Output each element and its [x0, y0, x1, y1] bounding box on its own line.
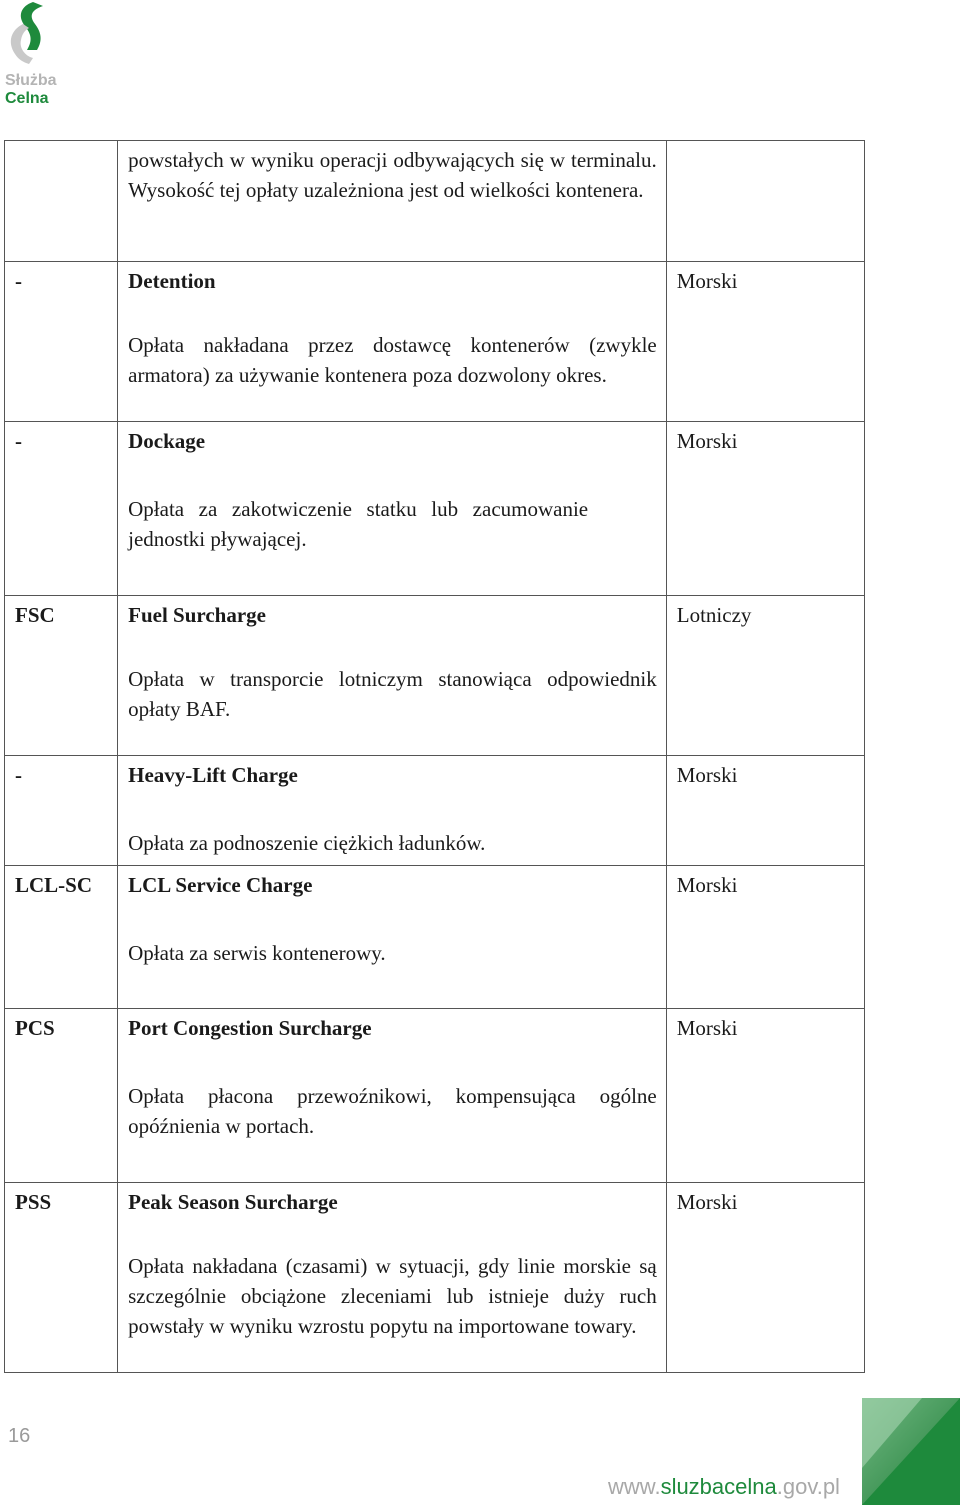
desc-cell — [118, 141, 667, 262]
footer-url[interactable] — [608, 1474, 840, 1500]
logo-text — [5, 72, 57, 108]
charge-description: powstałych w wyniku operacji odbywających się w terminalu. Wysokość tej opłaty uzależniona jest od wielkości kontenera. — [128, 148, 657, 202]
charge-abbr: LCL-SC — [15, 873, 93, 897]
logo-line-2: Celna — [5, 90, 49, 107]
table-row — [5, 756, 865, 866]
abbr-cell — [5, 1183, 118, 1373]
charge-name: Port Congestion Surcharge — [128, 1016, 372, 1040]
charge-name: Dockage — [128, 429, 206, 453]
abbr-cell — [5, 596, 118, 756]
logo-line-1: Służba — [5, 72, 57, 89]
transport-mode: Morski — [676, 269, 738, 293]
table-row — [5, 262, 865, 422]
desc-cell — [118, 1009, 667, 1183]
charge-description: Opłata w transporcie lotniczym stanowiąca odpowiednik opłaty BAF. — [128, 667, 657, 721]
transport-mode: Morski — [676, 763, 738, 787]
transport-mode: Morski — [676, 429, 738, 453]
charge-abbr: PSS — [15, 1190, 52, 1214]
table-row — [5, 596, 865, 756]
charge-description: Opłata za podnoszenie ciężkich ładunków. — [128, 831, 486, 855]
desc-cell — [118, 756, 667, 866]
charge-abbr: PCS — [15, 1016, 55, 1040]
charge-description: Opłata za serwis kontenerowy. — [128, 941, 386, 965]
abbr-cell — [5, 1009, 118, 1183]
transport-mode: Morski — [676, 873, 738, 897]
charge-abbr: FSC — [15, 603, 55, 627]
abbr-cell — [5, 756, 118, 866]
mode-cell — [666, 262, 864, 422]
desc-cell — [118, 262, 667, 422]
charge-abbr: - — [15, 429, 22, 453]
table-row — [5, 866, 865, 1009]
charges-table — [4, 140, 865, 1373]
abbr-cell — [5, 866, 118, 1009]
charge-description: Opłata płacona przewoźnikowi, kompensująca ogólne opóźnienia w portach. — [128, 1084, 657, 1138]
page-number: 16 — [8, 1425, 31, 1447]
mode-cell — [666, 1009, 864, 1183]
mode-cell — [666, 866, 864, 1009]
abbr-cell — [5, 422, 118, 596]
mode-cell — [666, 596, 864, 756]
sluzba-celna-logo — [3, 0, 73, 112]
url-prefix: www. — [608, 1474, 661, 1499]
transport-mode: Lotniczy — [676, 603, 752, 627]
charge-name: Heavy-Lift Charge — [128, 763, 298, 787]
charge-name: LCL Service Charge — [128, 873, 313, 897]
charge-description: Opłata nakładana (czasami) w sytuacji, gdy linie morskie są szczególnie obciążone zleceniami lub istnieje duży ruch powstały w wyniku wzrostu popytu na importowane towary. — [128, 1254, 657, 1338]
transport-mode: Morski — [676, 1190, 738, 1214]
table-row — [5, 1009, 865, 1183]
charge-name: Detention — [128, 269, 216, 293]
table-row — [5, 1183, 865, 1373]
table-row — [5, 141, 865, 262]
desc-cell — [118, 596, 667, 756]
logo-mark-icon — [3, 0, 49, 66]
charge-abbr: - — [15, 763, 22, 787]
mode-cell — [666, 141, 864, 262]
charge-abbr: - — [15, 269, 22, 293]
abbr-cell — [5, 141, 118, 262]
transport-mode: Morski — [676, 1016, 738, 1040]
corner-decoration-icon — [862, 1398, 960, 1505]
mode-cell — [666, 422, 864, 596]
desc-cell — [118, 1183, 667, 1373]
mode-cell — [666, 1183, 864, 1373]
url-suffix: .gov.pl — [776, 1474, 840, 1499]
table-row — [5, 422, 865, 596]
desc-cell — [118, 422, 667, 596]
desc-cell — [118, 866, 667, 1009]
charge-name: Peak Season Surcharge — [128, 1190, 338, 1214]
charge-description: Opłata nakładana przez dostawcę kontenerów (zwykle armatora) za używanie kontenera poza dozwolony okres. — [128, 333, 657, 387]
mode-cell — [666, 756, 864, 866]
charge-description: Opłata za zakotwiczenie statku lub zacumowanie jednostki pływającej. — [128, 497, 589, 551]
url-main: sluzbacelna — [660, 1474, 777, 1499]
abbr-cell — [5, 262, 118, 422]
charge-name: Fuel Surcharge — [128, 603, 266, 627]
